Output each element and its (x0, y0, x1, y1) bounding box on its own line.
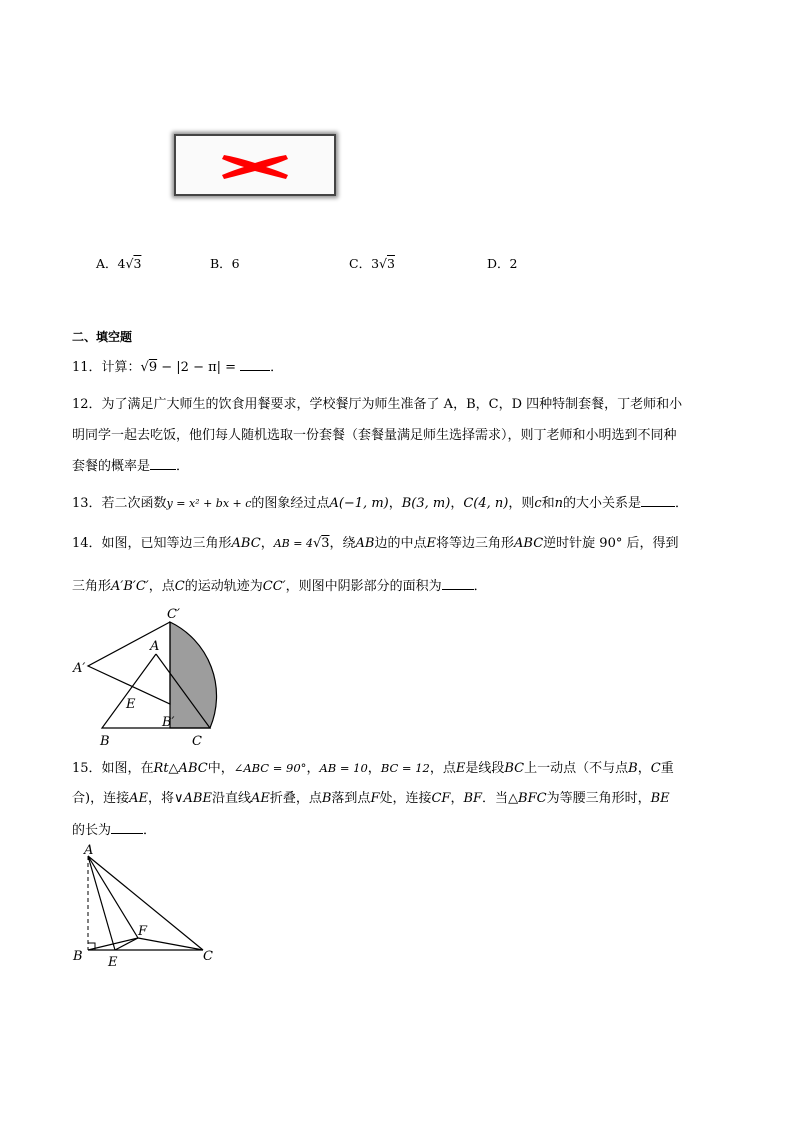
section-title: 二、填空题 (72, 330, 133, 344)
label-b-prime: B′ (162, 715, 175, 730)
label-a: A (150, 639, 160, 654)
label-a-prime: A′ (73, 661, 86, 676)
figure-q15 (70, 842, 230, 972)
label-b: B (73, 949, 83, 964)
choice-b: B．6 (210, 256, 240, 271)
answer-blank (150, 458, 176, 470)
answer-blank (641, 495, 675, 507)
red-x-icon (176, 136, 334, 194)
question-14-line1: 14．如图，已知等边三角形ABC，AB = 4√3，绕AB边的中点E将等边三角形ABC逆时针旋 90° 后，得到 (72, 536, 679, 551)
question-11: 11．计算：√9 − |2 − π| = ． (72, 360, 284, 375)
label-a: A (84, 843, 94, 858)
segment-af (88, 856, 138, 938)
question-12-line2: 明同学一起去吃饭，他们每人随机选取一份套餐（套餐量满足师生选择需求），则丁老师和小明选到不同种 (72, 428, 677, 443)
label-c: C (192, 734, 202, 749)
label-c: C (203, 949, 213, 964)
choice-d: D．2 (487, 256, 518, 271)
label-c-prime: C′ (167, 607, 180, 622)
figure-q14 (70, 604, 230, 749)
label-e: E (126, 697, 136, 712)
question-12-line3: 套餐的概率是 ． (72, 459, 190, 474)
question-15-line2: 合)，连接AE，将∨ABE沿直线AE折叠，点B落到点F处，连接CF，BF．当△BFC为等腰三角形时，BE (72, 791, 670, 806)
segment-ae (88, 856, 115, 950)
label-e: E (108, 955, 118, 970)
answer-blank (240, 359, 270, 371)
question-13: 13．若二次函数y = x² + bx + c的图象经过点A(−1, m)，B(3, m)，C(4, n)，则c和n的大小关系是 ． (72, 496, 689, 511)
question-14-line2: 三角形A′B′C′，点C的运动轨迹为CC′，则图中阴影部分的面积为 ． (72, 579, 487, 594)
segment-fc (138, 938, 203, 950)
answer-blank (442, 578, 474, 590)
label-b: B (100, 734, 110, 749)
broken-image-placeholder (174, 134, 336, 196)
question-15-line1: 15．如图，在Rt△ABC中，∠ABC = 90°，AB = 10，BC = 12，点E是线段BC上一动点（不与点B，C重 (72, 761, 674, 776)
shaded-region (170, 622, 217, 728)
question-15-line3: 的长为 ． (72, 823, 157, 838)
question-12-line1: 12．为了满足广大师生的饮食用餐要求，学校餐厅为师生准备了 A，B，C，D 四种特制套餐，丁老师和小 (72, 397, 683, 412)
choice-c: C．3√3 (349, 256, 395, 271)
label-f: F (138, 924, 148, 939)
segment-ef (115, 938, 138, 950)
answer-blank (111, 822, 143, 834)
choice-a: A．4√3 (96, 256, 142, 271)
